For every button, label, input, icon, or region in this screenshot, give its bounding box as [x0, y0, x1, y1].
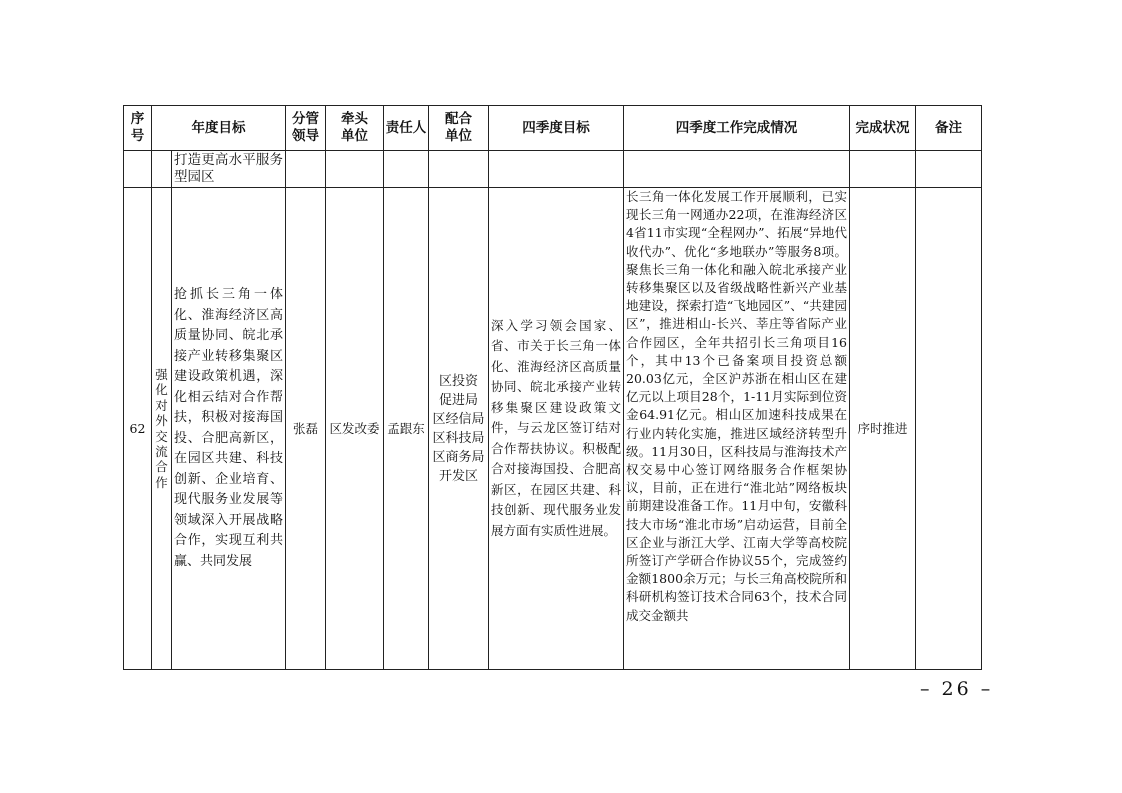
coop-unit-line: 开发区: [438, 468, 478, 484]
coop-unit-line: 区商务局: [432, 449, 485, 465]
col-header-person: 责任人: [384, 106, 429, 151]
work-table: [123, 105, 982, 670]
col-header-remark: 备注: [916, 106, 982, 151]
annual-goal-cell: 抢抓长三角一体化、淮海经济区高质量协同、皖北承接产业转移集聚区建设政策机遇，深化相云结对合作帮扶，积极对接海国投、合肥高新区，在园区共建、科技创新、企业培育、现代服务业发展等领域深入开展战略合作，实现互利共赢、共同发展: [172, 188, 286, 670]
col-header-coop-unit: 配合 单位: [429, 106, 489, 151]
lead-unit-cell: 区发改委: [326, 188, 384, 670]
q4-target-cell: 深入学习领会国家、省、市关于长三角一体化、淮海经济区高质量协同、皖北承接产业转移集聚区建设政策文件，与云龙区签订结对合作帮扶协议。积极配合对接海国投、合肥高新区，在园区共建、科技创新、现代服务业发展方面有实质性进展。: [489, 188, 624, 670]
person-cell: 孟跟东: [384, 188, 429, 670]
table-row: [124, 188, 982, 670]
status-cell: 序时推进: [850, 188, 916, 670]
remark-cell: [916, 188, 982, 670]
leader-cell: 张磊: [286, 188, 326, 670]
col-header-q4-target: 四季度目标: [489, 106, 624, 151]
category-char: 合: [155, 459, 168, 475]
header-row: [124, 106, 982, 151]
col-header-status: 完成状况: [850, 106, 916, 151]
category-char: 作: [155, 474, 168, 490]
coop-unit-line: 区科技局: [432, 430, 485, 446]
annual-goal-cell: 打造更高水平服务型园区: [172, 151, 286, 188]
coop-unit-line: 区投资: [438, 373, 478, 389]
coop-unit-line: 区经信局: [432, 411, 485, 427]
col-header-leader: 分管 领导: [286, 106, 326, 151]
page-number: – 26 –: [920, 678, 994, 700]
category-char: 流: [155, 443, 168, 459]
col-header-no: 序 号: [124, 106, 152, 151]
category-char: 对: [155, 397, 168, 413]
col-header-lead-unit: 牵头 单位: [326, 106, 384, 151]
category-char: 交: [155, 428, 168, 444]
category-char: 化: [155, 382, 168, 398]
col-header-q4-progress: 四季度工作完成情况: [624, 106, 850, 151]
row-number: 62: [124, 188, 152, 670]
coop-unit-cell: [429, 188, 489, 670]
coop-unit-line: 促进局: [438, 392, 478, 408]
table-row: [124, 151, 982, 188]
category-char: 强: [155, 366, 168, 382]
category-char: 外: [155, 413, 168, 429]
q4-progress-cell: 长三角一体化发展工作开展顺利，已实现长三角一网通办22项，在淮海经济区4省11市实现“全程网办”、拓展“异地代收代办”、优化“多地联办”等服务8项。聚焦长三角一体化和融入皖北承接产业转移集聚区以及省级战略性新兴产业基地建设，探索打造“飞地园区”、“共建园区”，推进相山-长兴、莘庄等省际产业合作园区，全年共招引长三角项目16个，其中13个已备案项目投资总额20.03亿元，全区沪苏浙在相山区在建亿元以上项目28个，1-11月实际到位资金64.91亿元。相山区加速科技成果在行业内转化实施，推进区域经济转型升级。11月30日，区科技局与淮海技术产权交易中心签订网络服务合作框架协议，目前，正在进行“淮北站”网络板块前期建设准备工作。11月中旬，安徽科技大市场“淮北市场”启动运营，目前全区企业与浙江大学、江南大学等高校院所签订产学研合作协议55个，完成签约金额1800余万元；与长三角高校院所和科研机构签订技术合同63个，技术合同成交金额共: [624, 188, 850, 670]
category-label: [152, 188, 172, 670]
col-header-annual-goal: 年度目标: [152, 106, 286, 151]
